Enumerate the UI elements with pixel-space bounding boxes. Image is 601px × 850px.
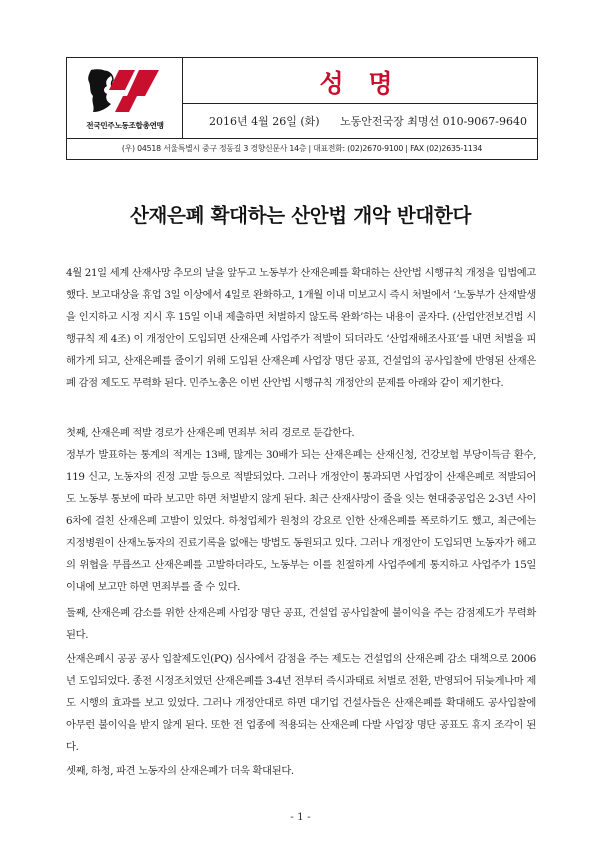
paragraph-text: 정부가 발표하는 통계의 적게는 13배, 많게는 30배가 되는 산재은폐는 산재신청, 건강보험 부당이득금 환수, 119 신고, 노동자의 진정 고발 등으로 적발되었다. 그러나 개정안이 통과되면 사업장이 산재은폐로 적발되어도 노동부 통보에 따라 보고만 하면 처벌받지 않게 된다. 최근 산재사망이 줄을 잇는 현대중공업은 2-3년 사이 6차에 걸친 산재은폐 고발이 있었다. 하청업체가 원청의 강요로 인한 산재은폐를 폭로하기도 했고, 최근에는 지정병원이 산재노동자의 진료기록을 없애는 방법도 동원되고 있다. 그러나 개정안이 도입되면 노동자가 해고의 위협을 무릅쓰고 산재은폐를 고발하더라도, 노동부는 이를 친절하게 사업주에게 통지하고 사업주가 15일 이내에 보고만 하면 면죄부를 줄 수 있다. [66,449,536,593]
paragraph-text: 둘째, 산재은폐 감소를 위한 산재은폐 사업장 명단 공표, 건설업 공사입찰에 불이익을 주는 감점제도가 무력화 된다. [66,607,536,641]
statement-headline: 산재은폐 확대하는 산안법 개악 반대한다 [129,204,472,227]
point-two-heading [66,602,536,646]
page-number: - 1 - [290,811,311,823]
organization-name: 전국민주노동조합총연맹 [86,121,164,130]
paragraph-text: 셋째, 하청, 파견 노동자의 산재은폐가 더욱 확대된다. [66,765,294,777]
point-three-heading [66,760,536,782]
point-one-heading [66,422,536,444]
paragraph-text: 첫째, 산재은폐 적발 경로가 산재은폐 면죄부 처리 경로로 둔갑한다. [66,427,355,439]
statement-header [66,57,538,160]
point-one-body [66,444,536,598]
paragraph-text: 산재은폐시 공공 공사 입찰제도인(PQ) 심사에서 감점을 주는 제도는 건설업의 산재은폐 감소 대책으로 2006년 도입되었다. 종전 시정조치였던 산재은폐를 3-4년 전부터 즉시과태료 처벌로 전환, 반영되어 뒤늦게나마 제도 시행의 효과를 보고 있었다. 그러나 개정안대로 하면 대기업 건설사들은 산재은폐를 확대해도 공사입찰에 아무런 불이익을 받지 않게 된다. 또한 전 업종에 적용되는 산재은폐 다발 사업장 명단 공표도 휴지 조각이 된다. [66,653,536,753]
address-row [67,138,537,160]
paragraph-intro [66,262,536,394]
address-text: (우) 04518 서울특별시 중구 정동길 3 경향신문사 14층 | 대표전화: (02)2670-9100 | FAX (02)2635-1134 [121,144,483,153]
document-title: 성 명 [319,69,401,98]
title-row [183,58,537,104]
paragraph-text: 4월 21일 세계 산재사망 추모의 날을 앞두고 노동부가 산재은폐를 확대하는 산안법 시행규칙 개정을 입법예고했다. 보고대상을 휴업 3일 이상에서 4일로 완화하고, 1개월 이내 미보고시 즉시 처벌에서 ‘노동부가 산재발생을 인지하고 시정 지시 후 15일 이내 제출하면 처벌하지 않도록 완화’하는 내용이 골자다. (산업안전보건법 시행규칙 제 4조) 이 개정안이 도입되면 산재은폐 사업주가 적발이 되더라도 ‘산업재해조사표’를 내면 처벌을 피해가게 되고, 산재은폐를 줄이기 위해 도입된 산재은폐 사업장 명단 공표, 건설업의 공사입찰에 반영된 산재은폐 감점 제도도 무력화 된다. 민주노총은 이번 산안법 시행규칙 개정안의 문제를 아래와 같이 제기한다. [66,267,536,389]
logo-cell [67,58,183,138]
document-date: 2016년 4월 26일 (화) [209,115,320,128]
date-contact-row [183,104,537,138]
point-two-body [66,648,536,758]
contact-info: 노동안전국장 최명선 010-9067-9640 [339,115,527,128]
kctu-logo-icon [85,66,165,116]
